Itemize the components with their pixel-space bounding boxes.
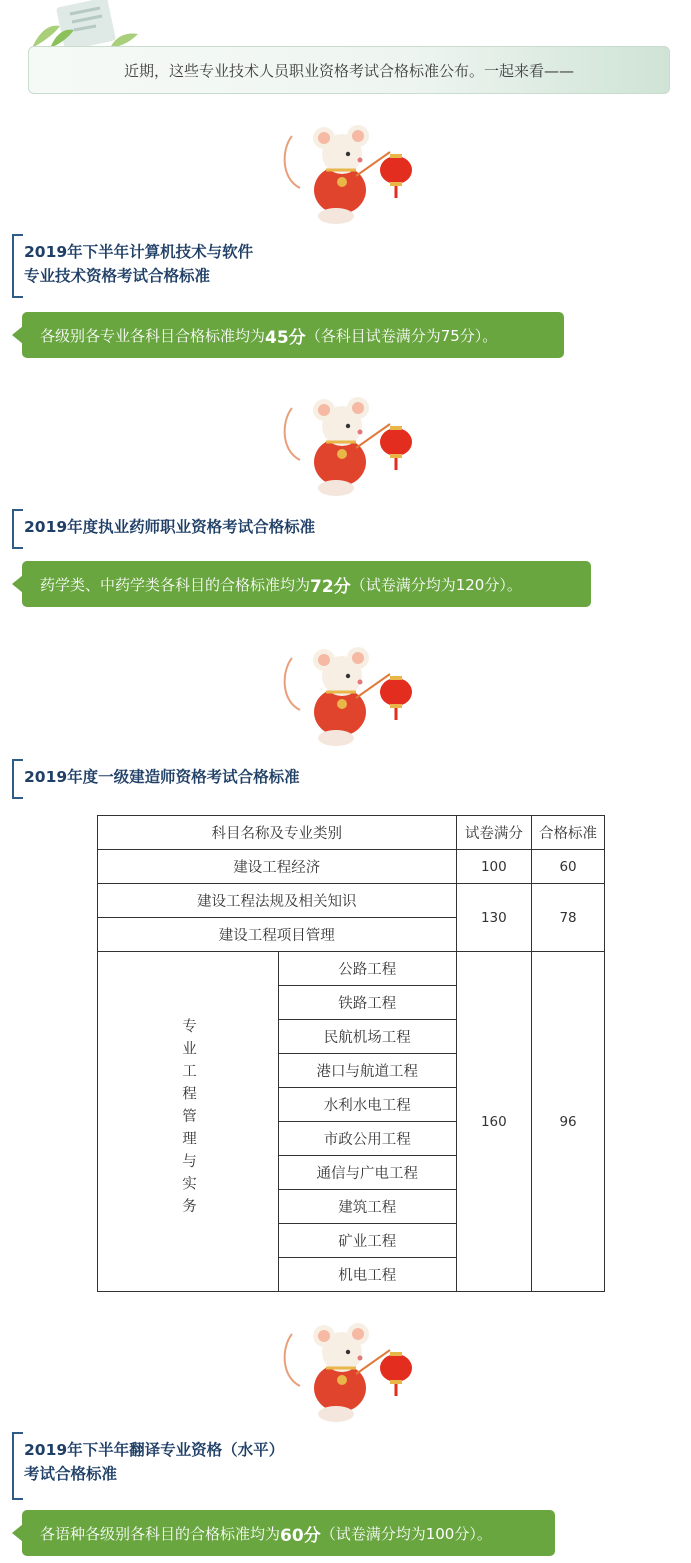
heading-line: 2019年度一级建造师资格考试合格标准 (24, 768, 300, 786)
pass-cell: 60 (532, 850, 605, 884)
full-score-cell: 160 (456, 952, 532, 1292)
subject-cell: 建筑工程 (279, 1190, 457, 1224)
subject-cell: 机电工程 (279, 1258, 457, 1292)
pill-score: 72分 (310, 576, 351, 597)
pass-standard-pill-software (22, 312, 564, 358)
subject-cell: 建设工程法规及相关知识 (98, 884, 457, 918)
full-score-cell: 100 (456, 850, 532, 884)
category-cell (98, 952, 279, 1292)
pill-text-after: （各科目试卷满分为75分）。 (305, 326, 498, 345)
constructor-standards-table (97, 815, 605, 1292)
pass-standard-pill-pharmacist (22, 561, 591, 607)
subject-cell: 水利水电工程 (279, 1088, 457, 1122)
mouse-lantern-mascot-icon (278, 118, 418, 228)
pill-text-before: 各级别各专业各科目合格标准均为 (40, 326, 266, 345)
pill-text-before: 各语种各级别各科目的合格标准均为 (40, 1524, 281, 1543)
full-score-cell: 130 (456, 884, 532, 952)
category-label: 专业工程管理与实务 (180, 1018, 196, 1221)
subject-cell: 建设工程项目管理 (98, 918, 457, 952)
leaf-document-decoration-icon (30, 0, 140, 48)
mouse-lantern-mascot-icon (278, 390, 418, 500)
subject-cell: 港口与航道工程 (279, 1054, 457, 1088)
subject-cell: 民航机场工程 (279, 1020, 457, 1054)
subject-cell: 矿业工程 (279, 1224, 457, 1258)
subject-cell: 市政公用工程 (279, 1122, 457, 1156)
header-full-score: 试卷满分 (456, 816, 532, 850)
pill-score: 45分 (265, 327, 306, 348)
heading-bracket (12, 759, 23, 799)
pill-score: 60分 (280, 1525, 321, 1546)
heading-line: 2019年度执业药师职业资格考试合格标准 (24, 518, 316, 536)
section-heading-pharmacist-exam (12, 509, 315, 549)
pill-text-before: 药学类、中药学类各科目的合格标准均为 (40, 575, 311, 594)
heading-line: 2019年下半年计算机技术与软件 (24, 243, 254, 261)
section-heading-translation-exam (12, 1432, 284, 1500)
section-heading-constructor-exam (12, 759, 300, 799)
mouse-lantern-mascot-icon (278, 640, 418, 750)
pass-cell: 96 (532, 952, 605, 1292)
pass-cell: 78 (532, 884, 605, 952)
heading-line: 考试合格标准 (24, 1465, 118, 1483)
heading-line: 专业技术资格考试合格标准 (24, 267, 211, 285)
subject-cell: 通信与广电工程 (279, 1156, 457, 1190)
intro-text: 近期，这些专业技术人员职业资格考试合格标准公布。一起来看—— (123, 61, 574, 80)
pill-text-after: （试卷满分均为120分）。 (350, 575, 522, 594)
header-subject: 科目名称及专业类别 (98, 816, 457, 850)
table-row (98, 850, 605, 884)
table-header-row (98, 816, 605, 850)
section-heading-software-exam (12, 234, 253, 298)
heading-bracket (12, 1432, 23, 1500)
table-row (98, 884, 605, 918)
pill-text-after: （试卷满分均为100分）。 (320, 1524, 492, 1543)
heading-line: 2019年下半年翻译专业资格（水平） (24, 1441, 285, 1459)
heading-bracket (12, 234, 23, 298)
subject-cell: 铁路工程 (279, 986, 457, 1020)
intro-banner (28, 46, 670, 94)
mouse-lantern-mascot-icon (278, 1316, 418, 1426)
subject-cell: 公路工程 (279, 952, 457, 986)
header-pass-standard: 合格标准 (532, 816, 605, 850)
table-row (98, 952, 605, 986)
pass-standard-pill-translation (22, 1510, 555, 1556)
heading-bracket (12, 509, 23, 549)
subject-cell: 建设工程经济 (98, 850, 457, 884)
